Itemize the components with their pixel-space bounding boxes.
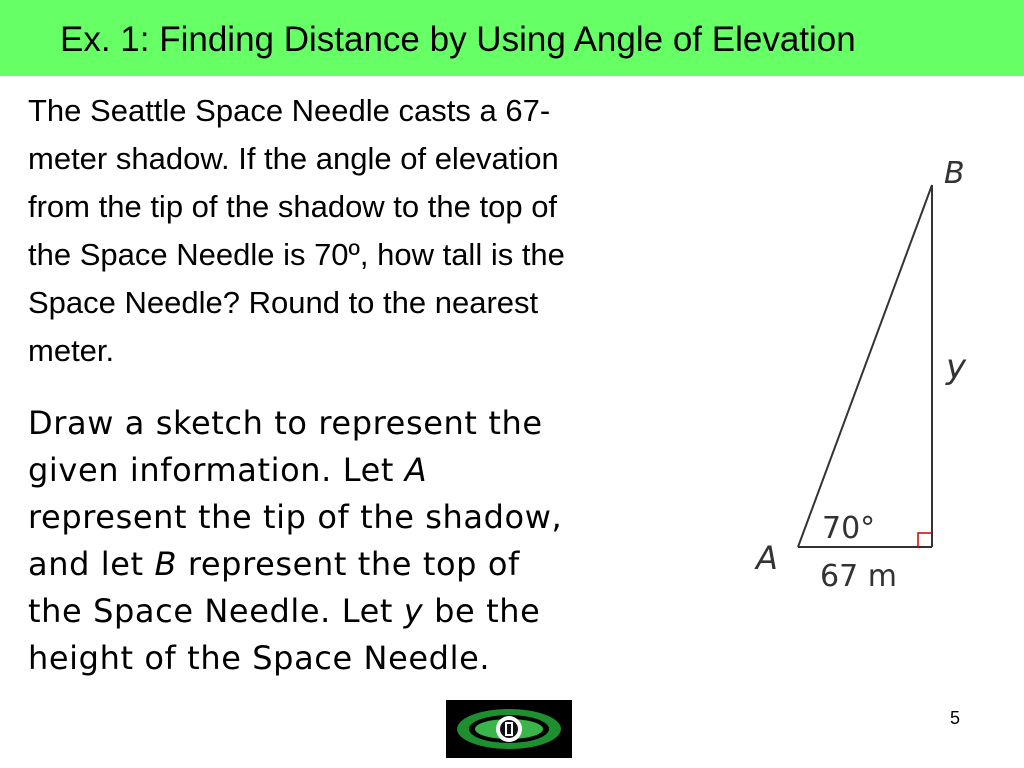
eye-logo-icon [446,700,572,758]
problem-line: meter. [28,333,115,368]
problem-line: meter shadow. If the angle of elevation [28,141,559,176]
problem-line: The Seattle Space Needle casts a 67- [28,93,551,128]
instructions-segment: height of the Space Needle. [28,639,491,677]
instructions-text [28,400,728,682]
instructions-segment: given information. Let [28,451,405,489]
instructions-segment: be the [423,592,541,630]
logo [446,700,572,758]
slide-title: Ex. 1: Finding Distance by Using Angle of Elevation [60,20,856,59]
instructions-segment: represent the top of [177,545,520,583]
instructions-line [28,588,728,635]
title-bar [0,0,1024,76]
instructions-segment: the Space Needle. Let [28,592,404,630]
variable-b: B [154,545,178,583]
instructions-line [28,447,728,494]
variable-y: y [403,592,424,630]
variable-a: A [404,451,428,489]
problem-line: the Space Needle is 70º, how tall is the [28,237,565,272]
problem-text [28,87,728,375]
instructions-segment: Draw a sketch to represent the [28,404,543,442]
instructions-line [28,400,728,447]
instructions-line [28,494,728,541]
right-angle-marker [918,533,932,547]
problem-line: Space Needle? Round to the nearest [28,285,539,320]
hypotenuse-line [798,185,932,547]
instructions-line [28,635,728,682]
label-base: 67 m [820,559,897,594]
instructions-segment: and let [28,545,155,583]
slide-number: 5 [950,708,961,728]
label-a: A [756,539,778,577]
label-y: y [946,347,967,387]
label-b: B [944,156,965,191]
instructions-line [28,541,728,588]
instructions-segment: represent the tip of the shadow, [28,498,563,536]
label-angle: 70° [822,511,876,546]
triangle-diagram [740,140,980,600]
problem-line: from the tip of the shadow to the top of [28,189,558,224]
